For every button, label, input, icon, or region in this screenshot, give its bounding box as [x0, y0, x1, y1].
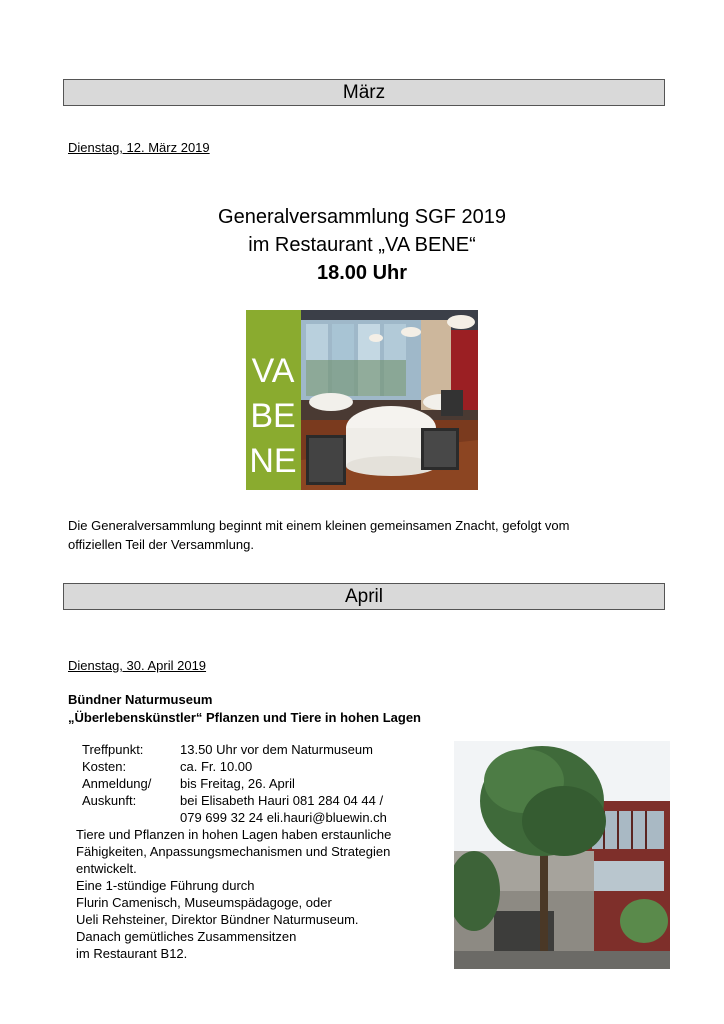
museum-photo — [454, 741, 670, 969]
body-line: im Restaurant B12. — [76, 946, 188, 961]
detail-row-contact — [82, 809, 387, 826]
detail-row-registration — [82, 775, 295, 792]
logo-text-ne: NE — [249, 442, 297, 480]
event-title-line2: im Restaurant „VA BENE“ — [248, 234, 476, 256]
detail-value: bei Elisabeth Hauri 081 284 04 44 / — [180, 793, 384, 808]
body-line: Tiere und Pflanzen in hohen Lagen haben erstaunliche — [76, 827, 392, 842]
body-line: Danach gemütliches Zusammensitzen — [76, 929, 297, 944]
event-heading-subtitle: „Überlebenskünstler“ Pflanzen und Tiere in hohen Lagen — [68, 710, 421, 725]
month-header-march: März — [63, 79, 665, 106]
detail-value: bis Freitag, 26. April — [180, 776, 295, 791]
logo-text-be: BE — [250, 397, 296, 435]
body-line: Eine 1-stündige Führung durch — [76, 878, 255, 893]
event-date-april: Dienstag, 30. April 2019 — [68, 658, 207, 673]
detail-label: Auskunft: — [82, 793, 137, 808]
month-header-april: April — [63, 583, 665, 610]
body-line: Fähigkeiten, Anpassungsmechanismen und Strategien — [76, 844, 391, 859]
event-heading-museum: Bündner Naturmuseum — [68, 692, 213, 707]
detail-row-meeting-point — [82, 741, 373, 758]
detail-value: ca. Fr. 10.00 — [180, 759, 253, 774]
detail-value: 13.50 Uhr vor dem Naturmuseum — [180, 742, 373, 757]
detail-row-info — [82, 792, 383, 809]
restaurant-photo — [246, 310, 478, 490]
detail-row-cost — [82, 758, 252, 775]
restaurant-interior-illustration — [246, 310, 478, 490]
event-title-line1: Generalversammlung SGF 2019 — [218, 206, 506, 228]
museum-building-illustration — [454, 741, 670, 969]
detail-label: Anmeldung/ — [82, 776, 152, 791]
detail-value: 079 699 32 24 eli.hauri@bluewin.ch — [180, 810, 387, 825]
event-time: 18.00 Uhr — [316, 262, 408, 284]
logo-text-va: VA — [251, 352, 295, 390]
body-line: Flurin Camenisch, Museumspädagoge, oder — [76, 895, 332, 910]
description-line1: Die Generalversammlung beginnt mit einem kleinen gemeinsamen Znacht, gefolgt vom — [68, 518, 570, 533]
description-line2: offiziellen Teil der Versammlung. — [68, 537, 254, 552]
body-line: Ueli Rehsteiner, Direktor Bündner Naturmuseum. — [76, 912, 359, 927]
body-line: entwickelt. — [76, 861, 137, 876]
detail-label: Treffpunkt: — [82, 742, 144, 757]
event-date-march: Dienstag, 12. März 2019 — [68, 140, 210, 155]
detail-label: Kosten: — [82, 759, 127, 774]
